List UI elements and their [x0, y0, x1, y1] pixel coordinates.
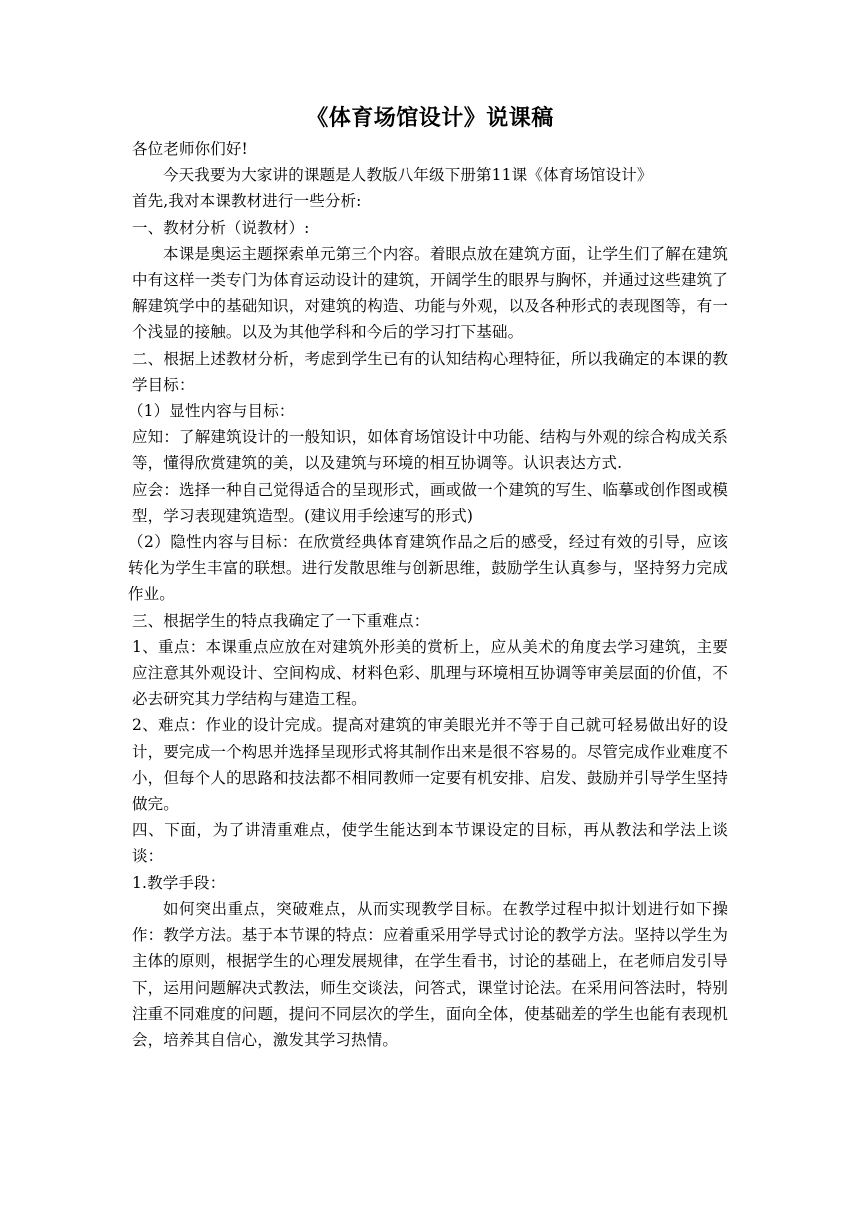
document-body: [128, 100, 728, 1053]
document-title: 《体育场馆设计》说课稿: [306, 105, 554, 131]
greeting-paragraph: 各位老师你们好!: [132, 140, 248, 158]
section-heading-textbook-analysis: 一、教材分析（说教材）:: [132, 218, 310, 237]
intro-paragraph: 首先,我对本课教材进行一些分析:: [132, 192, 362, 211]
section-heading-methods: 四、下面，为了讲清重难点，使学生能达到本节课设定的目标，再从教法和学法上谈谈：: [132, 821, 728, 866]
explicit-goals-heading: （1）显性内容与目标：: [128, 402, 295, 421]
teaching-means-paragraph: 如何突出重点，突破难点，从而实现教学目标。在教学过程中拟计划进行如下操作：教学方法。基于本节课的特点：应着重采用学导式讨论的教学方法。坚持以学生为主体的原则，根据学生的心理发展规律，在学生看书，讨论的基础上，在老师启发引导下，运用问题解决式教法，师生交谈法，问答式，课堂讨论法。在采用问答法时，特别注重不同难度的问题，提问不同层次的学生，面向全体，使基础差的学生也能有表现机会，培养其自信心，激发其学习热情。: [132, 899, 728, 1049]
difficult-point-paragraph: 2、难点：作业的设计完成。提高对建筑的审美眼光并不等于自己就可轻易做出好的设计，要完成一个构思并选择呈现形式将其制作出来是很不容易的。尽管完成作业难度不小，但每个人的思路和技法都不相同教师一定要有机安排、启发、鼓励并引导学生坚持做完。: [132, 716, 728, 814]
topic-paragraph: 今天我要为大家讲的课题是人教版八年级下册第11课《体育场馆设计》: [163, 166, 653, 185]
section-heading-key-points: 三、根据学生的特点我确定了一下重难点：: [132, 611, 430, 630]
key-point-paragraph: 1、重点：本课重点应放在对建筑外形美的赏析上，应从美术的角度去学习建筑，主要应注意其外观设计、空间构成、材料色彩、肌理与环境相互协调等审美层面的价值，不必去研究其力学结构与建造工程。: [132, 637, 728, 709]
teaching-means-heading: 1.教学手段：: [132, 873, 226, 892]
section-heading-teaching-goals: 二、根据上述教材分析，考虑到学生已有的认知结构心理特征，所以我确定的本课的教学目标：: [132, 349, 728, 394]
skill-goal-paragraph: 应会：选择一种自己觉得适合的呈现形式，画或做一个建筑的写生、临摹或创作图或模型，学习表现建筑造型。(建议用手绘速写的形式): [132, 480, 728, 525]
implicit-goals-paragraph: （2）隐性内容与目标：在欣赏经典体育建筑作品之后的感受，经过有效的引导，应该转化为学生丰富的联想。进行发散思维与创新思维，鼓励学生认真参与，坚持努力完成作业。: [128, 533, 728, 604]
knowledge-goal-paragraph: 应知：了解建筑设计的一般知识，如体育场馆设计中功能、结构与外观的综合构成关系等，懂得欣赏建筑的美，以及建筑与环境的相互协调等。认识表达方式.: [132, 428, 728, 473]
textbook-analysis-paragraph: 本课是奥运主题探索单元第三个内容。着眼点放在建筑方面，让学生们了解在建筑中有这样一类专门为体育运动设计的建筑，开阔学生的眼界与胸怀，并通过这些建筑了解建筑学中的基础知识，对建筑的构造、功能与外观，以及各种形式的表现图等，有一个浅显的接触。以及为其他学科和今后的学习打下基础。: [132, 244, 728, 342]
